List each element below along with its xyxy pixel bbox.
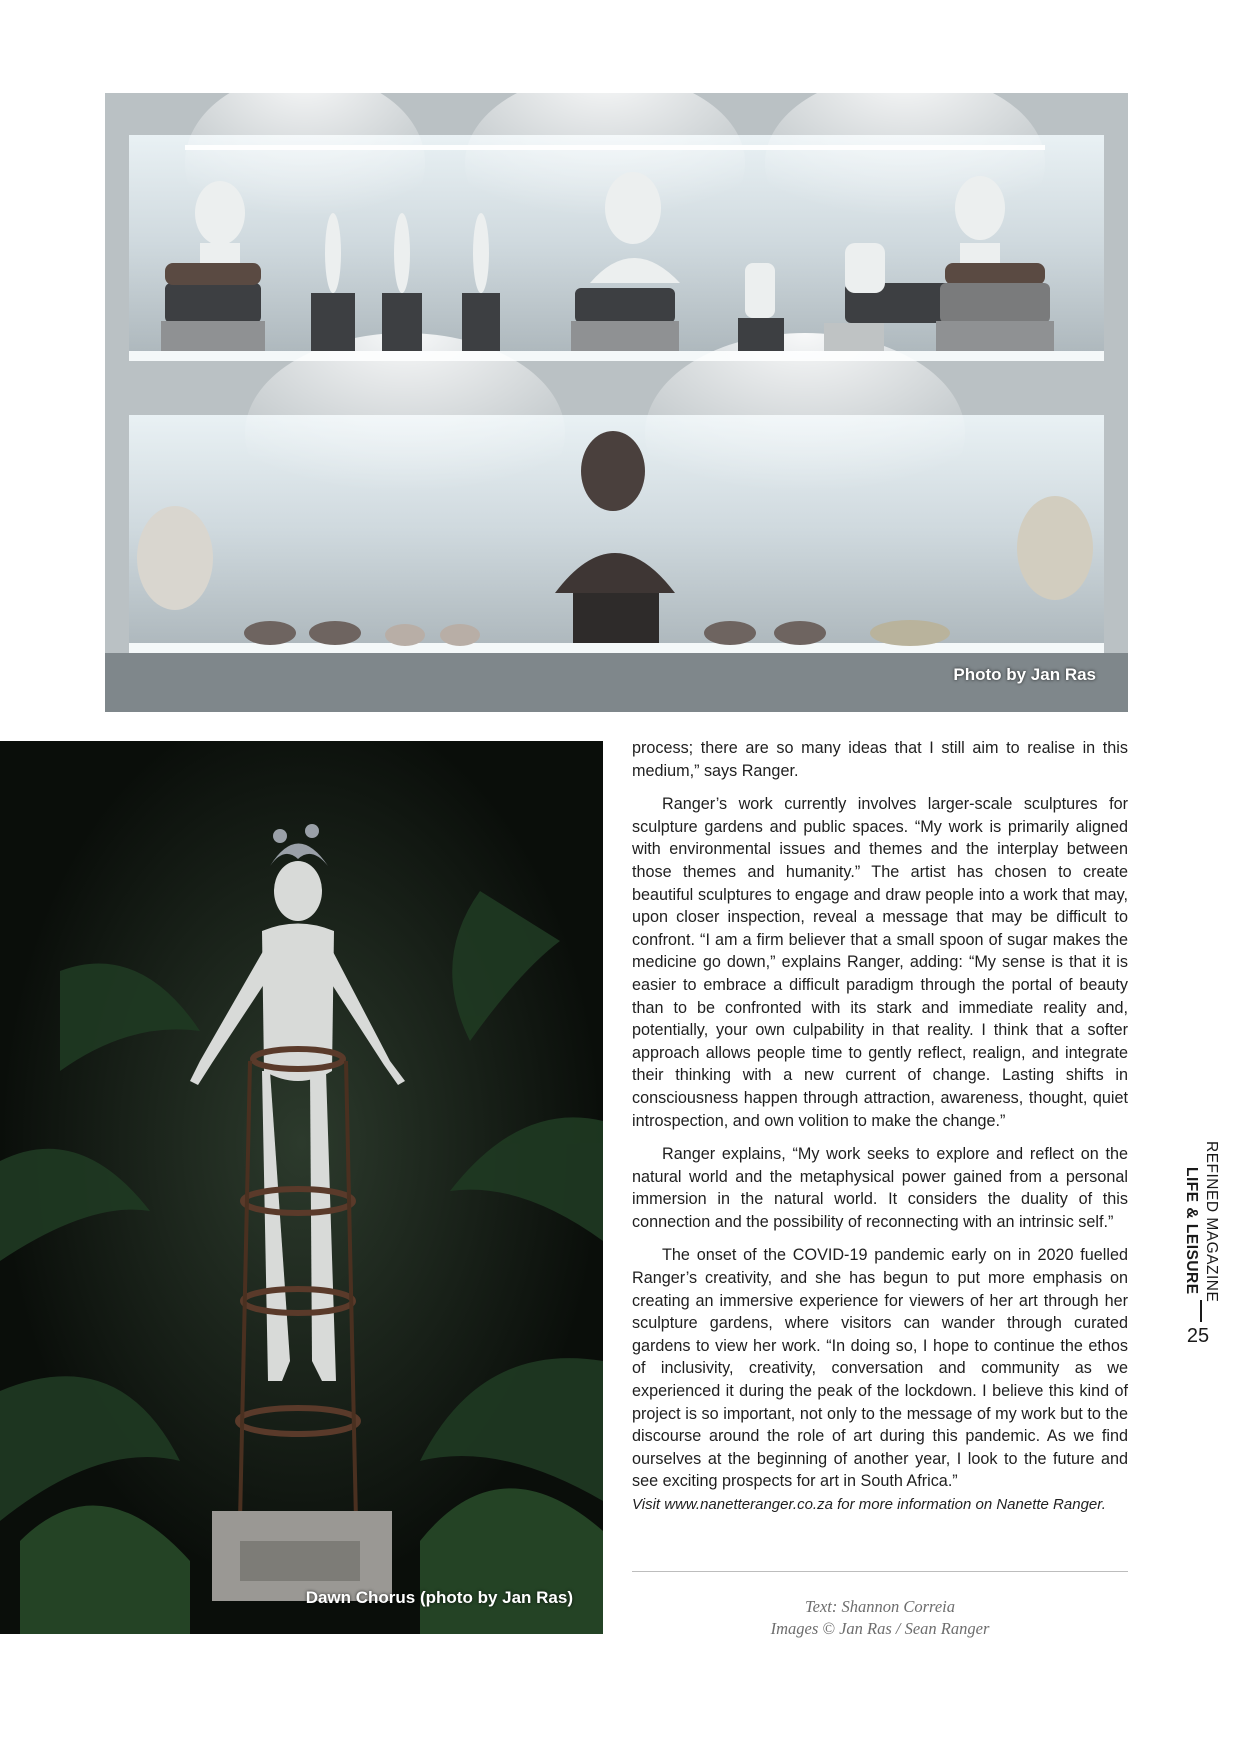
photo-caption: Photo by Jan Ras — [953, 665, 1096, 684]
magazine-label: REFINED MAGAZINE — [1203, 1141, 1220, 1303]
page-number: 25 — [1186, 1325, 1210, 1347]
shelf-sculptures-photo — [105, 93, 1128, 712]
shelf-photo-image — [105, 93, 1128, 712]
dawn-chorus-photo — [0, 741, 603, 1634]
credits — [632, 1596, 1128, 1640]
article-paragraph: The onset of the COVID-19 pandemic early on in 2020 fuelled Ranger’s creativity, and she has begun to put more emphasis on creating an immersive experience for viewers of her art through her sculpture gardens, where visitors can wander through curated gardens to view her work. “In doing so, I hope to continue the ethos of inclusivity, creativity, conversation and community as we experienced it during the peak of the lockdown. I believe this kind of project is so important, not only to the message of my work but to the discourse around the role of art during this pandemic. As we find ourselves at the beginning of another year, I look to the future and see exciting prospects for art in South Africa.” — [632, 1246, 1128, 1491]
article-paragraph: process; there are so many ideas that I still aim to realise in this medium,” says Ranger. — [632, 739, 1128, 780]
article-paragraph: Ranger explains, “My work seeks to explore and reflect on the natural world and the metaphysical power gained from a personal immersion in the natural world. It considers the duality of this connection and the possibility of reconnecting with an intrinsic self.” — [632, 1145, 1128, 1231]
website-note: Visit www.nanetteranger.co.za for more information on Nanette Ranger. — [632, 1496, 1106, 1513]
section-label: LIFE & LEISURE — [1183, 1167, 1200, 1295]
images-credit: Images © Jan Ras / Sean Ranger — [770, 1619, 990, 1638]
photo-caption: Dawn Chorus (photo by Jan Ras) — [305, 1588, 573, 1607]
article-paragraph: Ranger’s work currently involves larger-scale sculptures for sculpture gardens and public spaces. “My work is primarily aligned with environmental issues and themes and the interplay between those themes and humanity.” The artist has chosen to create beautiful sculptures to engage and draw people into a work that may, upon closer inspection, reveal a message that may be difficult to confront. “I am a firm believer that a small spoon of sugar makes the medicine go down,” explains Ranger, adding: “My sense is that it is easier to embrace a difficult paradigm through the portal of beauty than to be confronted with its stark and immediate reality and, potentially, your own culpability in that reality. I think that a softer approach allows people time to gently reflect, realign, and integrate their thinking with a new current of change. Lasting shifts in consciousness happen through attraction, awareness, thought, quiet introspection, and own volition to make the change.” — [632, 795, 1128, 1130]
text-credit: Text: Shannon Correia — [804, 1597, 956, 1616]
divider — [632, 1571, 1128, 1572]
article-body — [632, 737, 1128, 1528]
garden-photo-image — [0, 741, 603, 1634]
divider — [1200, 1300, 1202, 1322]
